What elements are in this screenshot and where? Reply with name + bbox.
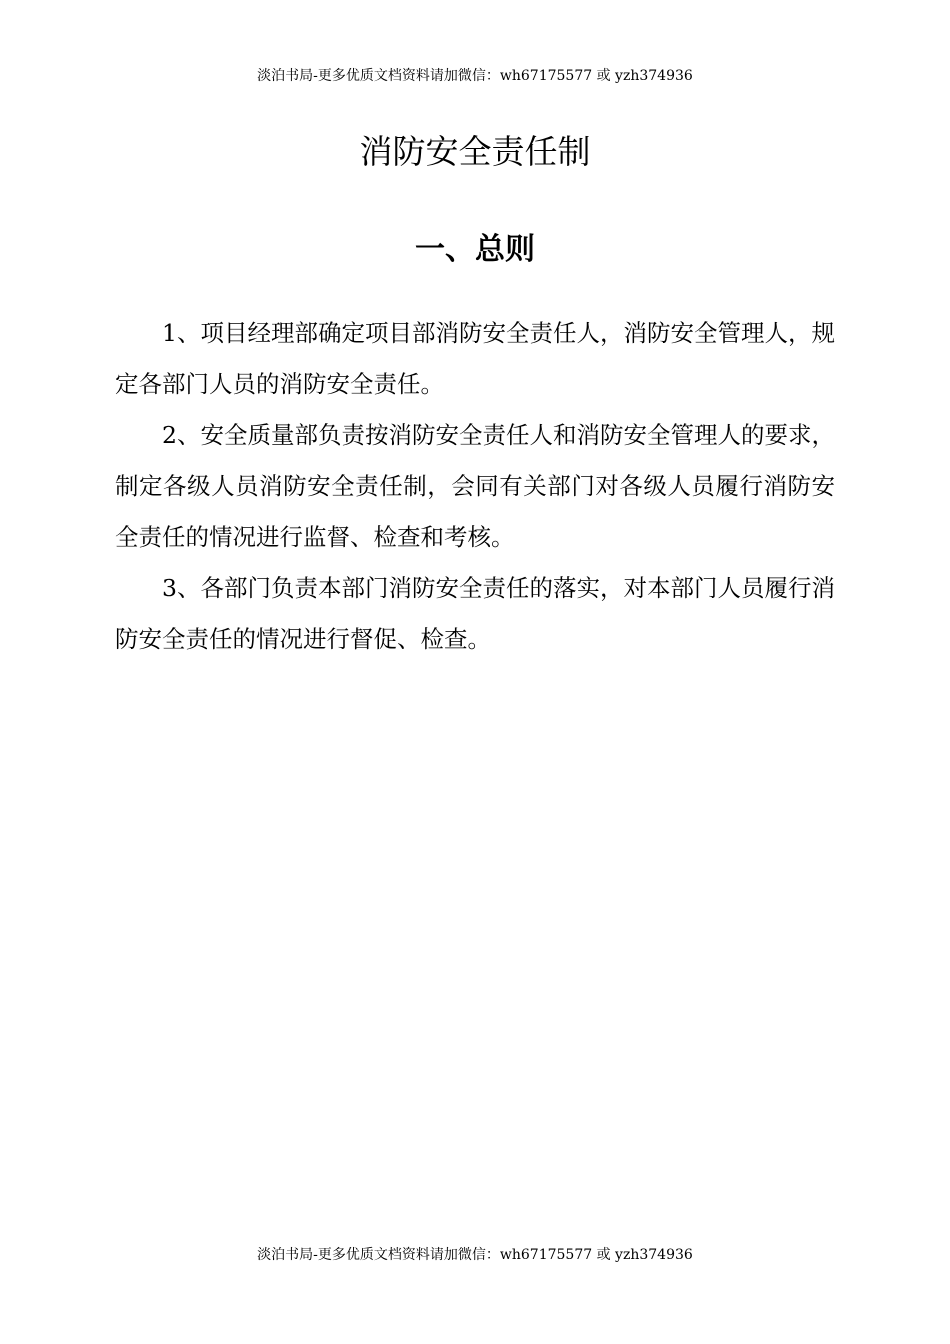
- paragraph-2: 2、安全质量部负责按消防安全责任人和消防安全管理人的要求，制定各级人员消防安全责任制，会同有关部门对各级人员履行消防安全责任的情况进行监督、检查和考核。: [115, 421, 835, 551]
- document-body: [115, 308, 835, 665]
- paragraph-1: 1、项目经理部确定项目部消防安全责任人，消防安全管理人，规定各部门人员的消防安全责任。: [115, 319, 835, 398]
- document-title: 消防安全责任制: [359, 132, 591, 171]
- header-watermark-text: 淡泊书局-更多优质文档资料请加微信：wh67175577 或 yzh374936: [257, 68, 693, 84]
- paragraph-3: 3、各部门负责本部门消防安全责任的落实，对本部门人员履行消防安全责任的情况进行督促、检查。: [115, 574, 835, 653]
- section-heading: 一、总则: [415, 232, 535, 267]
- footer-watermark-text: 淡泊书局-更多优质文档资料请加微信：wh67175577 或 yzh374936: [257, 1247, 693, 1263]
